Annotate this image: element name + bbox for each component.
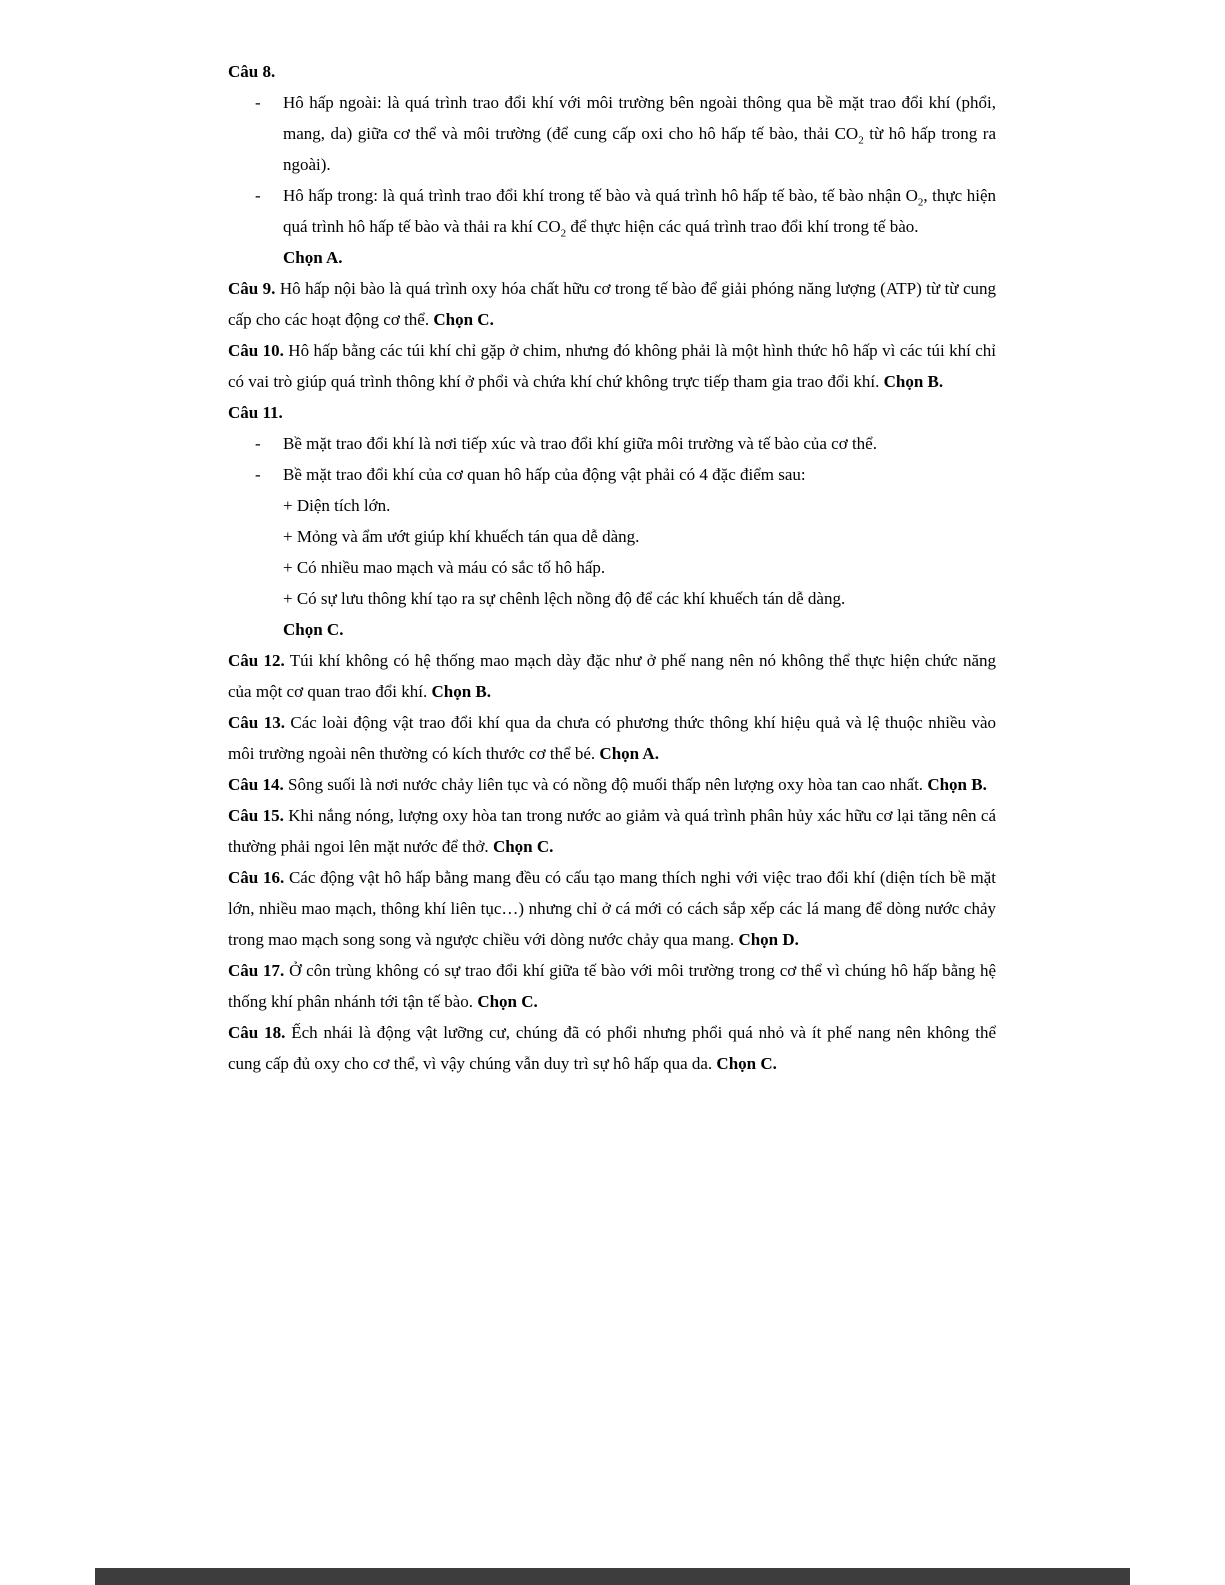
text-segment: 2	[858, 134, 864, 147]
text-segment: Hô hấp ngoài: là quá trình trao đổi khí với môi trường bên ngoài thông qua bề mặt trao đổi khí (phổi, mang, da) giữa cơ thể và môi trường (để cung cấp oxi cho hô hấp tế bào, thải CO	[283, 93, 996, 143]
text-segment: Chọn C.	[477, 992, 538, 1011]
text-segment: Câu 16.	[228, 868, 285, 887]
question-heading	[228, 397, 996, 428]
bullet-marker: -	[255, 186, 261, 205]
text-segment: Câu 8.	[228, 62, 276, 81]
text-segment: + Diện tích lớn.	[283, 496, 391, 515]
text-segment: Câu 18.	[228, 1023, 286, 1042]
text-segment: Chọn A.	[599, 744, 659, 763]
text-segment: Chọn C.	[283, 620, 344, 639]
text-segment: Câu 9.	[228, 279, 276, 298]
sub-item	[228, 521, 996, 552]
text-segment: Câu 17.	[228, 961, 285, 980]
paragraph	[228, 707, 996, 769]
bullet-marker: -	[255, 465, 261, 484]
text-segment: + Có nhiều mao mạch và máu có sắc tố hô hấp.	[283, 558, 606, 577]
bullet-item	[228, 87, 996, 180]
text-segment: 2	[560, 227, 567, 240]
text-segment: Ở côn trùng không có sự trao đổi khí giữa tế bào với môi trường trong cơ thể vì chúng hô hấp bằng hệ thống khí phân nhánh tới tận tế bào.	[228, 961, 996, 1011]
paragraph	[228, 862, 996, 955]
text-segment: Câu 10.	[228, 341, 284, 360]
text-segment: Câu 14.	[228, 775, 284, 794]
text-segment: Hô hấp bằng các túi khí chỉ gặp ở chim, nhưng đó không phải là một hình thức hô hấp vì các túi khí chỉ có vai trò giúp quá trình thông khí ở phổi và chứa khí chứ không trực tiếp tham gia trao đổi khí.	[228, 341, 996, 391]
text-segment: Bề mặt trao đổi khí của cơ quan hô hấp của động vật phải có 4 đặc điểm sau:	[283, 465, 806, 484]
sub-item	[228, 552, 996, 583]
text-segment: Ếch nhái là động vật lưỡng cư, chúng đã có phổi nhưng phổi quá nhỏ và ít phế nang nên không thể cung cấp đủ oxy cho cơ thể, vì vậy chúng vẫn duy trì sự hô hấp qua da.	[228, 1023, 996, 1073]
paragraph	[228, 800, 996, 862]
paragraph	[228, 769, 996, 800]
paragraph	[228, 955, 996, 1017]
footer-bar	[95, 1568, 1130, 1585]
paragraph	[228, 335, 996, 397]
text-segment: Chọn B.	[927, 775, 987, 794]
text-segment: Chọn B.	[431, 682, 492, 701]
document-body	[228, 56, 996, 1079]
paragraph	[228, 645, 996, 707]
text-segment: Câu 12.	[228, 651, 285, 670]
text-segment: Các loài động vật trao đổi khí qua da chưa có phương thức thông khí hiệu quả và lệ thuộc nhiều vào môi trường ngoài nên thường có kích thước cơ thể bé.	[228, 713, 996, 763]
text-segment: Túi khí không có hệ thống mao mạch dày đặc như ở phế nang nên nó không thể thực hiện chức năng của một cơ quan trao đổi khí.	[228, 651, 997, 701]
text-segment: Câu 11.	[228, 403, 283, 422]
text-segment: Sông suối là nơi nước chảy liên tục và có nồng độ muối thấp nên lượng oxy hòa tan cao nhất.	[283, 775, 928, 794]
text-segment: để thực hiện các quá trình trao đổi khí trong tế bào.	[566, 217, 919, 236]
text-segment: Bề mặt trao đổi khí là nơi tiếp xúc và trao đổi khí giữa môi trường và tế bào của cơ thể.	[283, 434, 877, 453]
text-segment: Hô hấp trong: là quá trình trao đổi khí trong tế bào và quá trình hô hấp tế bào, tế bào nhận O	[283, 186, 918, 205]
paragraph	[228, 273, 996, 335]
sub-item	[228, 583, 996, 614]
bullet-item	[228, 459, 996, 490]
text-segment: Các động vật hô hấp bằng mang đều có cấu tạo mang thích nghi với việc trao đổi khí (diện tích bề mặt lớn, nhiều mao mạch, thông khí liên tục…) nhưng chỉ ở cá mới có cách sắp xếp các lá mang để dòng nước chảy trong mao mạch song song và ngược chiều với dòng nước chảy qua mang.	[228, 868, 996, 949]
sub-item	[228, 490, 996, 521]
bullet-item	[228, 428, 996, 459]
paragraph	[228, 1017, 996, 1079]
text-segment: Câu 15.	[228, 806, 284, 825]
text-segment: Hô hấp nội bào là quá trình oxy hóa chất hữu cơ trong tế bào để giải phóng năng lượng (ATP) từ từ cung cấp cho các hoạt động cơ thể.	[228, 279, 996, 329]
answer-line	[228, 614, 996, 645]
text-segment: Chọn C.	[716, 1054, 777, 1073]
text-segment: + Có sự lưu thông khí tạo ra sự chênh lệch nồng độ để các khí khuếch tán dễ dàng.	[283, 589, 846, 608]
bullet-marker: -	[255, 434, 261, 453]
text-segment: Câu 13.	[228, 713, 285, 732]
text-segment: Khi nắng nóng, lượng oxy hòa tan trong nước ao giảm và quá trình phân hủy xác hữu cơ lại tăng nên cá thường phải ngoi lên mặt nước để thở.	[228, 806, 997, 856]
text-segment: Chọn C.	[492, 837, 554, 856]
bullet-marker: -	[255, 93, 261, 112]
text-segment: 2	[917, 196, 924, 209]
text-segment: Chọn B.	[883, 372, 944, 391]
text-segment: , thực hiện quá trình hô hấp tế bào và thải ra khí CO	[283, 186, 996, 236]
text-segment: Chọn C.	[433, 310, 494, 329]
answer-line	[228, 242, 996, 273]
text-segment: từ hô hấp trong ra ngoài).	[283, 124, 996, 174]
text-segment: Chọn A.	[283, 248, 343, 267]
text-segment: + Mỏng và ẩm ướt giúp khí khuếch tán qua dễ dàng.	[283, 527, 640, 546]
bullet-item	[228, 180, 996, 242]
question-heading	[228, 56, 996, 87]
text-segment: Chọn D.	[738, 930, 799, 949]
